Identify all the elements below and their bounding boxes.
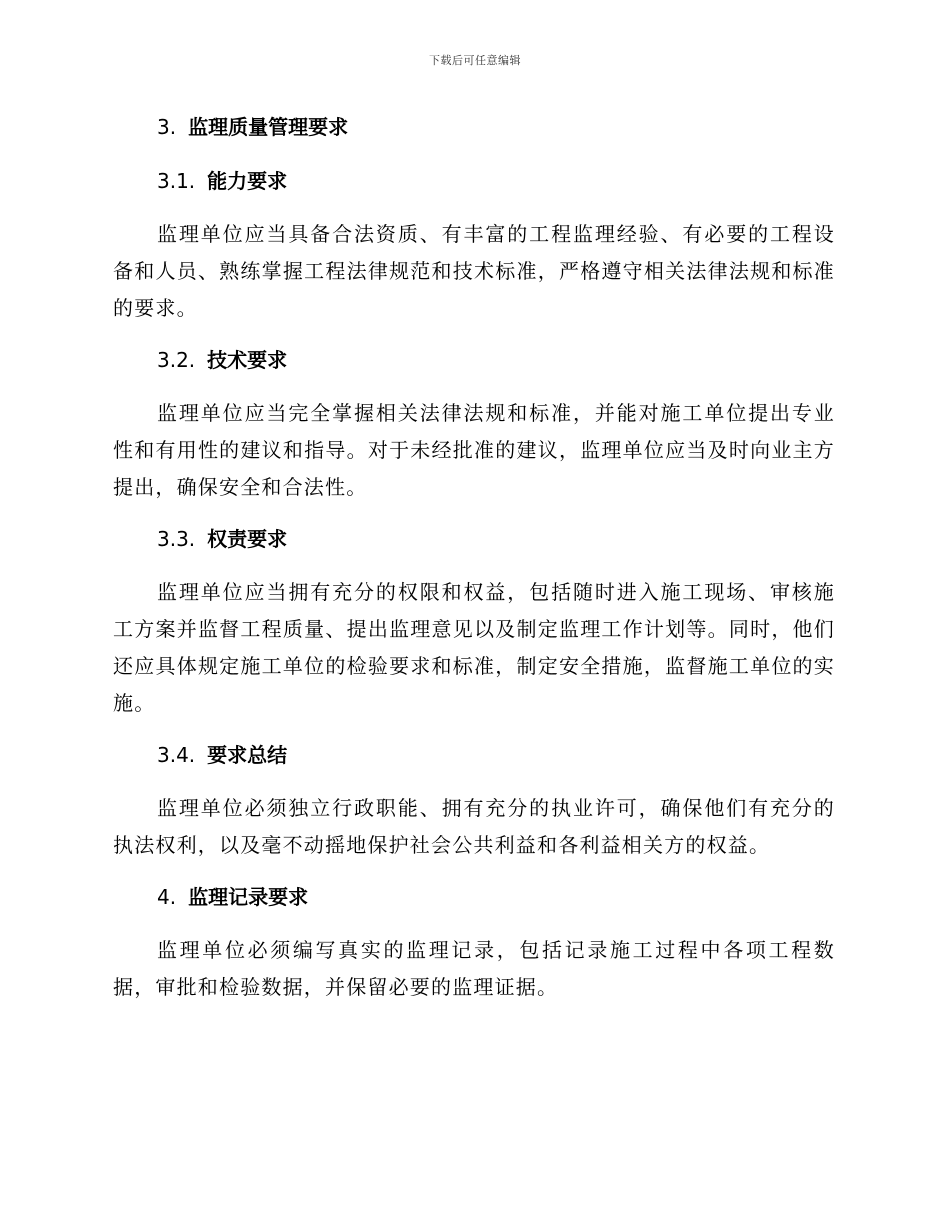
section-heading-3-4 — [113, 738, 835, 772]
section-number: 3.1. — [157, 169, 196, 193]
section-paragraph-4: 监理单位必须编写真实的监理记录，包括记录施工过程中各项工程数据，审批和检验数据，并保留必要的监理证据。 — [113, 938, 835, 999]
section-heading-3-1 — [113, 164, 835, 198]
section-heading-4 — [113, 880, 835, 914]
section-paragraph-3-4: 监理单位必须独立行政职能、拥有充分的执业许可，确保他们有充分的执法权利，以及毫不动摇地保护社会公共利益和各利益相关方的权益。 — [113, 796, 835, 857]
page-header: 下载后可任意编辑 — [429, 54, 521, 67]
section-paragraph-3-2: 监理单位应当完全掌握相关法律法规和标准，并能对施工单位提出专业性和有用性的建议和指导。对于未经批准的建议，监理单位应当及时向业主方提出，确保安全和合法性。 — [113, 401, 835, 499]
section-title: 权责要求 — [207, 527, 288, 551]
section-number: 4. — [157, 885, 177, 909]
section-title: 要求总结 — [207, 743, 288, 767]
section-paragraph-3-1: 监理单位应当具备合法资质、有丰富的工程监理经验、有必要的工程设备和人员、熟练掌握工程法律规范和技术标准，严格遵守相关法律法规和标准的要求。 — [113, 222, 835, 320]
section-title: 技术要求 — [207, 348, 288, 372]
section-heading-3-2 — [113, 343, 835, 377]
section-number: 3.3. — [157, 527, 196, 551]
section-paragraph-3-3: 监理单位应当拥有充分的权限和权益，包括随时进入施工现场、审核施工方案并监督工程质量、提出监理意见以及制定监理工作计划等。同时，他们还应具体规定施工单位的检验要求和标准，制定安全措施，监督施工单位的实施。 — [113, 580, 835, 715]
section-title: 监理质量管理要求 — [188, 115, 349, 139]
section-heading-3-3 — [113, 522, 835, 556]
section-heading-3 — [113, 110, 835, 144]
section-number: 3.4. — [157, 743, 196, 767]
section-number: 3. — [157, 115, 177, 139]
section-title: 监理记录要求 — [188, 885, 309, 909]
document-body — [113, 110, 835, 1006]
section-number: 3.2. — [157, 348, 196, 372]
section-title: 能力要求 — [207, 169, 288, 193]
